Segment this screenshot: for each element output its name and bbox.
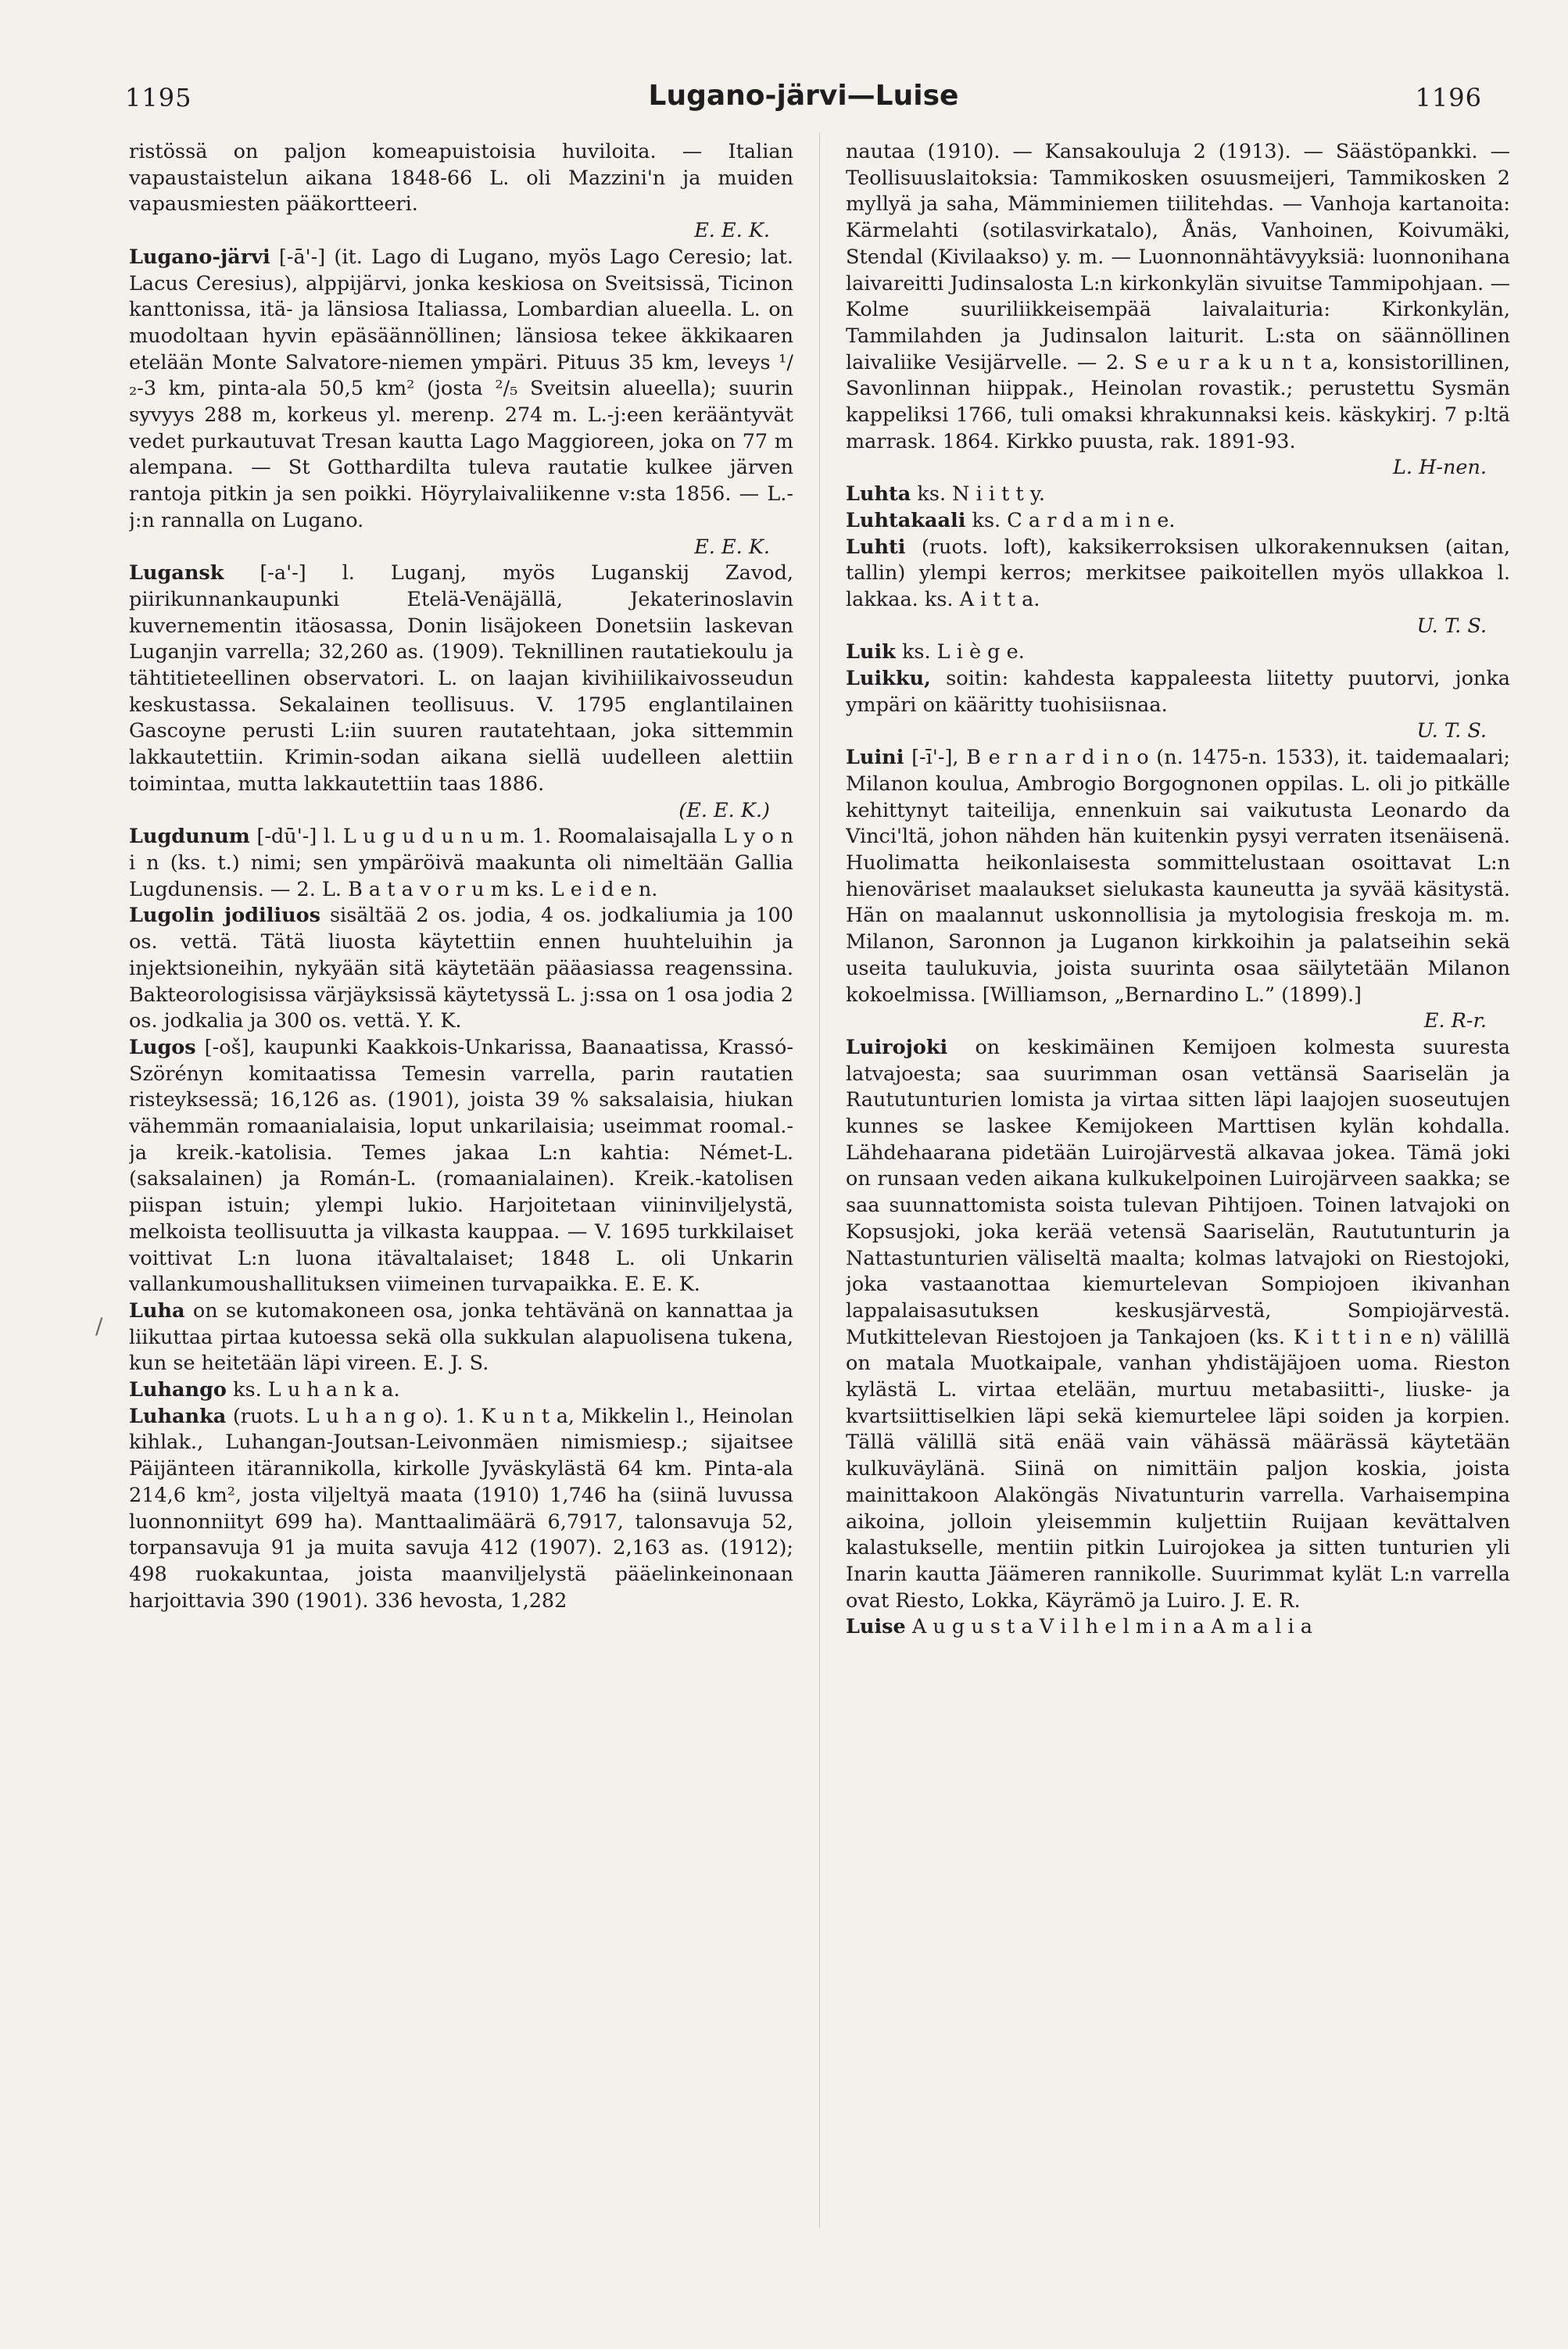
entry-headword: Luirojoki <box>846 1035 948 1059</box>
entry-headword: Luhti <box>846 535 906 559</box>
entry-headword: Luikku, <box>846 667 931 691</box>
running-title: Lugano-järvi—Luise <box>648 80 959 112</box>
article-entry <box>846 666 1510 718</box>
article-entry <box>846 639 1510 666</box>
entry-headword: Luhtakaali <box>846 508 966 532</box>
entry-text: nautaa (1910). — Kansakouluja 2 (1913). — Säästöpankki. — Teollisuuslaitoksia: Tammikosken osuusmeijeri, Tammikosken 2 myllyä ja saha, Mämminiemen tiilitehdas. — Vanhoja kartanoita: Kärmelahti (sotilasvirkatalo), Ånäs, Vanhoinen, Koivumäki, Stendal (Kivilaakso) y. m. — Luonnonnähtävyyksiä: luonnonihana laivareitti Judinsalosta L:n kirkonkylän sivuitse Tammipohjaan. — Kolme suuriliikkeisempää laivalaituria: Kirkonkylän, Tammilahden ja Judinsalon laiturit. L:sta on säännöllinen laivaliike Vesijärvelle. — 2. S e u r a k u n t a, konsistorillinen, Savonlinnan hiippak., Heinolan rovastik.; perustettu Sysmän kappeliksi 1766, tuli omaksi khrakunnaksi keis. käskykirj. 7 p:ltä marrask. 1864. Kirkko puusta, rak. 1891-93. <box>846 140 1510 453</box>
entry-text: on keskimäinen Kemijoen kolmesta suuresta latvajoesta; saa suurimman osan vettänsä Saariselän ja Raututunturien lomista ja virtaa sitten läpi laajojen suoseutujen kunnes se laskee Kemijokeen Marttisen kylän kohdalla. Lähdehaarana pidetään Luirojärvestä alkavaa jokea. Tämä joki on runsaan veden aikana kulkukelpoinen Luirojärveen saakka; se saa suunnattomista soista tulevan Pihtijoen. Toinen latvajoki on Kopsusjoki, joka kerää vetensä Saariselän, Raututunturin ja Nattastunturien väliseltä maalta; kolmas latvajoki on Riestojoki, joka vastaanottaa kiemurtelevan Sompiojoen ikivanhan lappalaisasutuksen keskusjärvestä, Sompiojärvestä. Mutkittelevan Riestojoen ja Tankajoen (ks. K i t t i n e n) välillä on matala Muotkaipale, vanhan yhdistäjäjoen uoma. Rieston kylästä L. virtaa etelään, murtuu metabasiitti-, liuske- ja kvartsiittiselkien läpi sekä kiemurtelee läpi soiden ja korpien. Tällä välillä sitä enää vain vähässä määrässä käytetään kulkuväylänä. Siinä on nimittäin paljon koskia, joista mainittakoon Alaköngäs Nivatunturin varrella. Varhaisempina aikoina, jolloin yleisemmin kuljettiin Ruijaan kevättalven kalastukselle, mentiin pitkin Luirojokea ja sitten tunturien yli Inarin kautta Jäämeren rannikolle. Suurimmat kylät L:n varrella ovat Riesto, Lokka, Käyrämö ja Luiro. J. E. R. <box>846 1035 1510 1613</box>
entry-text: [-oš], kaupunki Kaakkois-Unkarissa, Baanaatissa, Krassó-Szörényn komitaatissa Temesin varrella, parin rautatien risteyksessä; 16,126 as. (1901), joista 39 % saksalaisia, hiukan vähemmän romaanialaisia, loput unkarilaisia; useimmat roomal.- ja kreik.-katolisia. Temes jakaa L:n kahtia: Német-L. (saksalainen) ja Román-L. (romaanialainen). Kreik.-katolisen piispan istuin; ylempi lukio. Harjoitetaan viininviljelystä, melkoista teollisuutta ja vilkasta kauppaa. — V. 1695 turkkilaiset voittivat L:n luona itävaltalaiset; 1848 L. oli Unkarin vallankumoushallituksen viimeinen turvapaikka. E. E. K. <box>129 1035 793 1297</box>
page-header <box>125 80 1482 122</box>
article-entry <box>129 1035 793 1298</box>
author-signature: (E. E. K.) <box>678 798 770 822</box>
article-entry <box>846 508 1510 535</box>
column-divider <box>819 133 820 2228</box>
article-entry <box>846 139 1510 455</box>
page-number-left: 1195 <box>125 83 192 113</box>
article-entry <box>129 903 793 1035</box>
entry-headword: Luha <box>129 1298 185 1323</box>
entry-headword: Lugdunum <box>129 825 250 849</box>
entry-headword: Luini <box>846 746 904 770</box>
author-signature: E. E. K. <box>694 535 770 559</box>
article-entry <box>846 535 1510 614</box>
author-signature: L. H-nen. <box>1392 456 1487 480</box>
article-entry <box>129 1298 793 1377</box>
entry-text: [-a'-] l. Luganj, myös Luganskij Zavod, piirikunnankaupunki Etelä-Venäjällä, Jekaterinoslavin kuvernementin itäosassa, Donin lisäjokeen Donetsiin laskevan Luganjin varrella; 32,260 as. (1909). Teknillinen rautatiekoulu ja tähtitieteellinen observatori. L. on laajan kivihiilikaivosseudun keskustassa. Sekalainen teollisuus. V. 1795 englantilainen Gascoyne perusti L:iin suuren rautatehtaan, joka sittemmin lakkautettiin. Krimin-sodan aikana siellä uudelleen alettiin toimintaa, mutta lakkautettiin taas 1886. <box>129 561 793 796</box>
page-number-right: 1196 <box>1415 83 1482 113</box>
entry-headword: Luhango <box>129 1378 227 1402</box>
entry-text: ks. L u h a n k a. <box>233 1378 400 1402</box>
article-entry <box>129 139 793 218</box>
article-entry <box>129 1404 793 1615</box>
entry-headword: Lugansk <box>129 561 224 585</box>
author-signature: U. T. S. <box>1416 614 1487 638</box>
entry-headword: Luhta <box>846 482 911 507</box>
article-entry <box>129 824 793 903</box>
right-column <box>846 139 1510 2250</box>
entry-text: [-ā'-] (it. Lago di Lugano, myös Lago Ceresio; lat. Lacus Ceresius), alppijärvi, jonka keskiosa on Sveitsissä, Ticinon kanttonissa, itä- ja länsiosa Italiassa, Lombardian alueella. L. on muodoltaan hyvin epäsäännöllinen; länsiosa tekee äkkikaaren etelään Monte Salvatore-niemen ympäri. Pituus 35 km, leveys ¹/₂-3 km, pinta-ala 50,5 km² (josta ²/₅ Sveitsin alueella); suurin syvyys 288 m, korkeus yl. merenp. 274 m. L.-j:een kerääntyvät vedet purkautuvat Tresan kautta Lago Maggioreen, joka on 77 m alempana. — St Gotthardilta tuleva rautatie kulkee järven rantoja pitkin ja sen poikki. Höyrylaivaliikenne v:sta 1856. — L.-j:n rannalla on Lugano. <box>129 245 793 532</box>
article-entry <box>846 1035 1510 1614</box>
entry-text: (ruots. loft), kaksikerroksisen ulkorakennuksen (aitan, tallin) ylempi kerros; merkitsee paikoitellen myös ullakkoa l. lakkaa. ks. A i t t a. <box>846 535 1510 611</box>
entry-headword: Lugano-järvi <box>129 245 270 269</box>
entry-headword: Luhanka <box>129 1404 227 1428</box>
article-entry <box>846 1614 1510 1641</box>
entry-text: ks. N i i t t y. <box>917 482 1045 507</box>
article-entry <box>846 482 1510 508</box>
entry-text: soitin: kahdesta kappaleesta liitetty puutorvi, jonka ympäri on kääritty tuohisiisnaa. <box>846 667 1510 717</box>
entry-headword: Luise <box>846 1615 906 1639</box>
entry-text: on se kutomakoneen osa, jonka tehtävänä on kannattaa ja liikuttaa pirtaa kutoessa sekä olla sukkulan alapuolisena tukena, kun se heitetään läpi vireen. E. J. S. <box>129 1298 793 1376</box>
author-signature: E. R-r. <box>1423 1009 1487 1033</box>
author-signature: E. E. K. <box>694 219 770 243</box>
entry-headword: Lugolin jodiliuos <box>129 904 320 928</box>
entry-text: ks. C a r d a m i n e. <box>972 508 1176 532</box>
entry-text: ks. L i è g e. <box>901 640 1025 664</box>
article-entry <box>129 560 793 797</box>
left-column <box>129 139 793 2250</box>
margin-mark: / <box>95 1313 103 1339</box>
entry-headword: Luik <box>846 640 896 664</box>
entry-text: ristössä on paljon komeapuistoisia huviloita. — Italian vapaustaistelun aikana 1848-66 L. oli Mazzini'n ja muiden vapausmiesten pääkortteeri. <box>129 140 793 217</box>
entry-text: [-dū'-] l. L u g u d u n u m. 1. Roomalaisajalla L y o n i n (ks. t.) nimi; sen ympäröivä maakunta oli nimeltään Gallia Lugdunensis. — 2. L. B a t a v o r u m ks. L e i d e n. <box>129 825 793 901</box>
entry-text: sisältää 2 os. jodia, 4 os. jodkaliumia ja 100 os. vettä. Tätä liuosta käytettiin ennen huuhteluihin ja injektsioneihin, nykyään sitä käytetään pääasiassa reagenssina. Bakteorologisissa värjäyksissä käytetyssä L. j:ssa on 1 osa jodia 2 os. jodkalia ja 300 os. vettä. Y. K. <box>129 904 793 1033</box>
article-entry <box>129 245 793 535</box>
article-entry <box>846 745 1510 1008</box>
entry-text: (ruots. L u h a n g o). 1. K u n t a, Mikkelin l., Heinolan kihlak., Luhangan-Joutsan-Leivonmäen nimismiesp.; sijaitsee Päijänteen itärannikolla, kirkolle Jyväskylästä 64 km. Pinta-ala 214,6 km², josta viljeltyä maata (1910) 1,746 ha (siinä luvussa luonnonniityt 699 ha). Manttaalimäärä 6,7917, talonsavuja 52, torpansavuja 91 ja muita savuja 412 (1907). 2,163 as. (1912); 498 ruokakuntaa, joista maanviljelystä pääelinkeinonaan harjoittavia 390 (1901). 336 hevosta, 1,282 <box>129 1404 793 1613</box>
article-entry <box>129 1377 793 1404</box>
author-signature: U. T. S. <box>1416 719 1487 743</box>
entry-text: [-ī'-], B e r n a r d i n o (n. 1475-n. 1533), it. taidemaalari; Milanon koulua, Ambrogio Borgognonen oppilas. L. oli jo pitkälle kehittynyt taiteilija, ennenkuin sai vaikutusta Leonardo da Vinci'ltä, johon nähden hän kuitenkin pysyi verraten itsenäisenä. Huolimatta heikonlaisesta sommittelustaan osoittavat L:n hienoväriset maalaukset sielukasta kauneutta ja syvää käsitystä. Hän on maalannut uskonnollisia ja mytologisia freskoja m. m. Milanon, Saronnon ja Luganon kirkkoihin ja palatseihin sekä useita taulukuvia, joista suurinta osaa säilytetään Milanon kokoelmissa. [Williamson, „Bernardino L.” (1899).] <box>846 746 1510 1007</box>
entry-headword: Lugos <box>129 1035 196 1059</box>
entry-text: A u g u s t a V i l h e l m i n a A m a l i a <box>911 1615 1312 1639</box>
